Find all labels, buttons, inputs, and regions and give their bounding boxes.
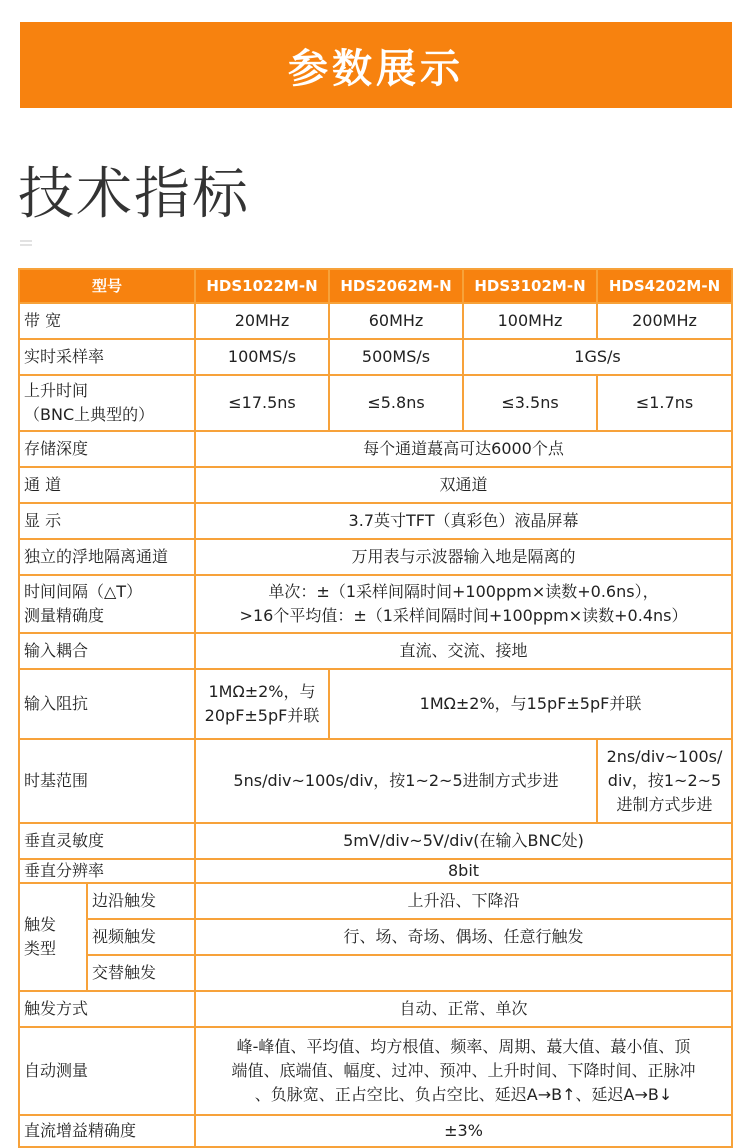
cell-value: 200MHz [597, 303, 732, 339]
cell-value-line: 单次：±（1采样间隔时间+100ppm×读数+0.6ns）， [268, 582, 659, 601]
section-title: 技术指标 [18, 162, 250, 227]
row-label: 带 宽 [19, 303, 195, 339]
cell-value [195, 575, 732, 633]
cell-value-line: 1MΩ±2%，与 [208, 682, 316, 701]
row-label: 独立的浮地隔离通道 [19, 539, 195, 575]
table-row [19, 739, 732, 823]
row-label: 自动测量 [19, 1027, 195, 1115]
row-label-line: 时间间隔（△T） [24, 582, 143, 601]
cell-value: 上升沿、下降沿 [195, 883, 732, 919]
cell-value: 500MS/s [329, 339, 463, 375]
row-label: 输入耦合 [19, 633, 195, 669]
table-row [19, 303, 732, 339]
cell-value [195, 669, 329, 739]
row-label [19, 375, 195, 431]
row-label: 垂直灵敏度 [19, 823, 195, 859]
cell-value [597, 739, 732, 823]
cell-value: ≤5.8ns [329, 375, 463, 431]
cell-value: 5ns/div~100s/div，按1~2~5进制方式步进 [195, 739, 597, 823]
row-label: 存储深度 [19, 431, 195, 467]
row-label: 触发方式 [19, 991, 195, 1027]
cell-value: 60MHz [329, 303, 463, 339]
row-label-line: （BNC上典型的） [24, 405, 155, 424]
cell-value-line: 端值、底端值、幅度、过冲、预冲、上升时间、下降时间、正脉冲 [231, 1061, 696, 1080]
cell-value: 1MΩ±2%，与15pF±5pF并联 [329, 669, 732, 739]
banner-title: 参数展示 [288, 45, 464, 92]
row-label: 直流增益精确度 [19, 1115, 195, 1147]
header-model: HDS4202M-N [597, 269, 732, 303]
cell-value [195, 955, 732, 991]
cell-value-line: 进制方式步进 [616, 795, 713, 814]
table-row [19, 375, 732, 431]
cell-value: 8bit [195, 859, 732, 883]
cell-value: ≤17.5ns [195, 375, 329, 431]
row-label: 显 示 [19, 503, 195, 539]
cell-value: 100MS/s [195, 339, 329, 375]
cell-value: ≤1.7ns [597, 375, 732, 431]
table-row [19, 539, 732, 575]
cell-value-line: 峰-峰值、平均值、均方根值、频率、周期、蕞大值、蕞小值、顶 [236, 1037, 691, 1056]
row-label [19, 575, 195, 633]
table-header-row [19, 269, 732, 303]
cell-value [195, 1027, 732, 1115]
row-label: 时基范围 [19, 739, 195, 823]
table-row [19, 339, 732, 375]
table-row [19, 467, 732, 503]
cell-value: 20MHz [195, 303, 329, 339]
table-row [19, 669, 732, 739]
row-label-line: 类型 [24, 939, 57, 958]
row-label: 垂直分辨率 [19, 859, 195, 883]
header-model-label: 型号 [19, 269, 195, 303]
banner [20, 22, 732, 108]
cell-value: ±3% [195, 1115, 732, 1147]
table-row [19, 575, 732, 633]
spec-table [18, 268, 733, 1148]
header-model: HDS3102M-N [463, 269, 597, 303]
sub-label: 边沿触发 [87, 883, 195, 919]
cell-value: ≤3.5ns [463, 375, 597, 431]
row-label: 输入阻抗 [19, 669, 195, 739]
cell-value-line: 2ns/div~100s/ [606, 747, 723, 766]
table-row [19, 991, 732, 1027]
cell-value: 1GS/s [463, 339, 732, 375]
cell-value-line: 20pF±5pF并联 [204, 706, 320, 725]
cell-value-line: div，按1~2~5 [607, 771, 722, 790]
cell-value: 双通道 [195, 467, 732, 503]
table-row [19, 1027, 732, 1115]
header-model: HDS1022M-N [195, 269, 329, 303]
cell-value: 直流、交流、接地 [195, 633, 732, 669]
table-row [19, 503, 732, 539]
cell-value: 每个通道蕞高可达6000个点 [195, 431, 732, 467]
header-model: HDS2062M-N [329, 269, 463, 303]
cell-value: 5mV/div~5V/div(在输入BNC处) [195, 823, 732, 859]
cell-value-line: 、负脉宽、正占空比、负占空比、延迟A→B↑、延迟A→B↓ [254, 1085, 673, 1104]
sub-label: 交替触发 [87, 955, 195, 991]
sub-label: 视频触发 [87, 919, 195, 955]
table-row [19, 859, 732, 883]
row-label [19, 883, 87, 991]
table-row [19, 919, 732, 955]
table-row [19, 955, 732, 991]
row-label: 实时采样率 [19, 339, 195, 375]
table-row [19, 1115, 732, 1147]
table-row [19, 823, 732, 859]
row-label-line: 测量精确度 [24, 606, 105, 625]
cell-value: 自动、正常、单次 [195, 991, 732, 1027]
row-label-line: 上升时间 [24, 381, 89, 400]
table-row [19, 883, 732, 919]
cell-value: 行、场、奇场、偶场、任意行触发 [195, 919, 732, 955]
divider-mark [20, 240, 32, 248]
table-row [19, 431, 732, 467]
cell-value: 万用表与示波器输入地是隔离的 [195, 539, 732, 575]
cell-value: 100MHz [463, 303, 597, 339]
cell-value: 3.7英寸TFT（真彩色）液晶屏幕 [195, 503, 732, 539]
row-label-line: 触发 [24, 915, 57, 934]
cell-value-line: >16个平均值：±（1采样间隔时间+100ppm×读数+0.4ns） [239, 606, 688, 625]
row-label: 通 道 [19, 467, 195, 503]
table-row [19, 633, 732, 669]
